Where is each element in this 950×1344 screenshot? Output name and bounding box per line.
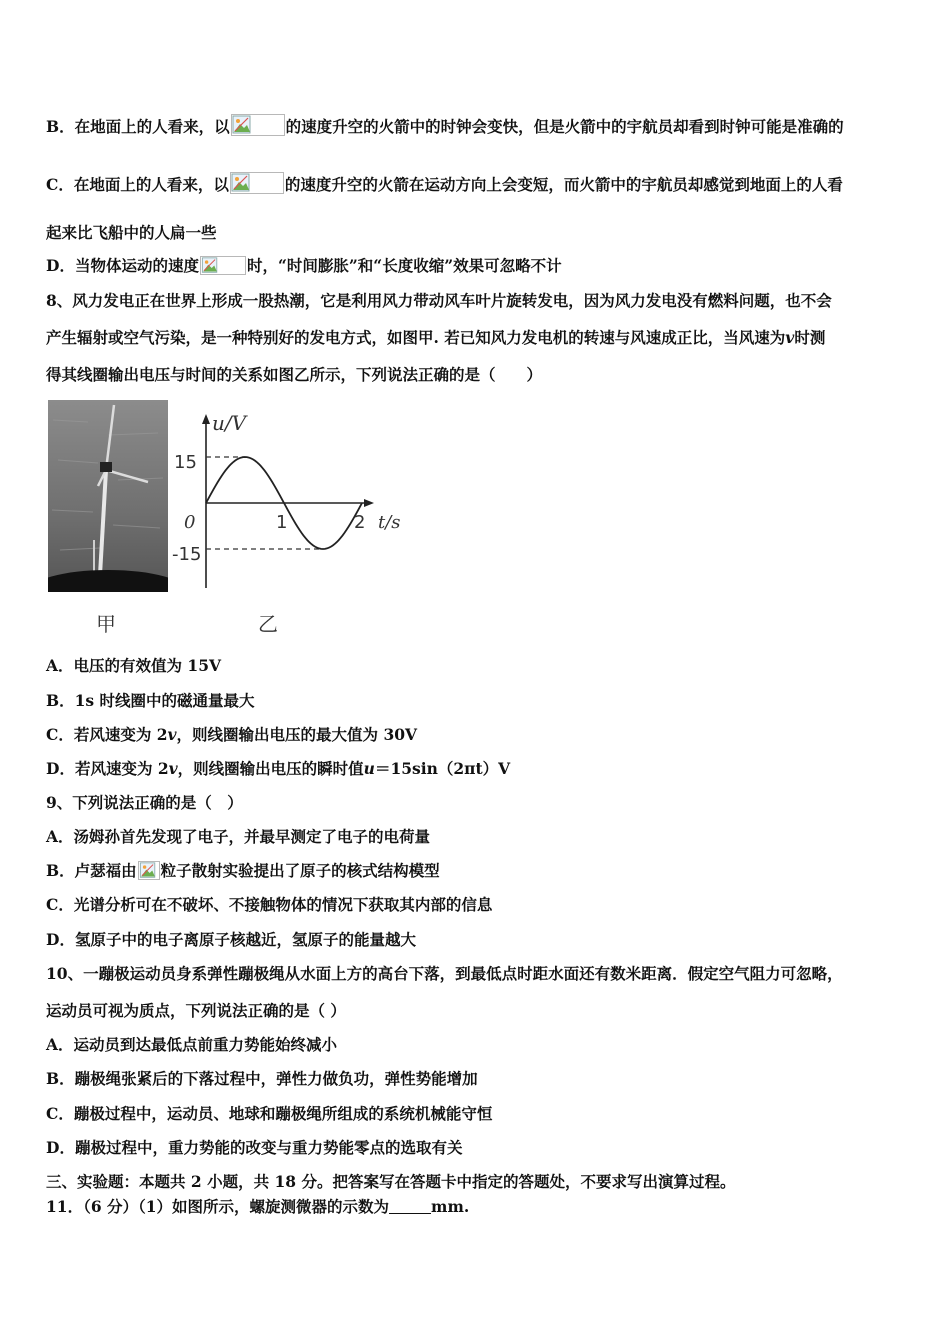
answer-blank[interactable] xyxy=(389,1197,431,1214)
q10-option-c xyxy=(46,1103,492,1125)
y-tick-bottom: -15 xyxy=(172,544,202,565)
q10-text-1: 10、一蹦极运动员身系弹性蹦极绳从水面上方的高台下落，到最低点时距水面还有数米距离．假定空气阻力可忽略， xyxy=(46,964,843,983)
q11-text-pre: 11．（6 分）（1）如图所示，螺旋测微器的示数为 xyxy=(46,1197,390,1216)
section-3-heading xyxy=(46,1171,735,1193)
q9b-text-pre: B．卢瑟福由 xyxy=(46,861,137,880)
q8-option-c xyxy=(46,724,417,746)
q8-text-3: 得其线圈输出电压与时间的关系如图乙所示，下列说法正确的是（ ） xyxy=(46,365,543,384)
q8d-text-post: ＝15sin（2πt）V xyxy=(374,759,511,778)
broken-image-icon xyxy=(138,861,160,880)
q7c-text-cont: 起来比飞船中的人扁一些 xyxy=(46,223,217,242)
q8c-text-post: ，则线圈输出电压的最大值为 30V xyxy=(176,725,418,744)
q7c-text-pre: C．在地面上的人看来，以 xyxy=(46,175,229,194)
x-tick-1: 1 xyxy=(276,512,288,533)
q7c-text-post: 的速度升空的火箭在运动方向上会变短，而火箭中的宇航员却感觉到地面上的人看 xyxy=(284,175,843,194)
q10a-text: A．运动员到达最低点前重力势能始终减小 xyxy=(46,1035,338,1054)
q9-option-d xyxy=(46,929,416,951)
q10-option-a xyxy=(46,1034,337,1056)
q8-text-2-pre: 产生辐射或空气污染，是一种特别好的发电方式，如图甲. 若已知风力发电机的转速与风速成正比，当风速为 xyxy=(46,328,786,347)
q9-stem xyxy=(46,792,243,814)
q7-option-c-cont xyxy=(46,222,217,244)
q10-option-b xyxy=(46,1068,478,1090)
x-tick-2: 2 xyxy=(354,512,366,533)
q8-option-b xyxy=(46,690,255,712)
section-3-text: 三、实验题：本题共 2 小题，共 18 分。把答案写在答题卡中指定的答题处，不要求写出演算过程。 xyxy=(46,1172,736,1191)
y-axis-arrow xyxy=(202,414,210,424)
q10-text-2: 运动员可视为质点，下列说法正确的是（ ） xyxy=(46,1001,346,1020)
q8c-var-v: v xyxy=(167,725,177,744)
q8d-var-v: v xyxy=(168,759,178,778)
q10-stem-line2 xyxy=(46,1000,346,1022)
q8-option-d xyxy=(46,758,510,780)
q11-text-post: mm. xyxy=(431,1197,470,1216)
q7-option-d xyxy=(46,255,562,277)
q9b-text-post: 粒子散射实验提出了原子的核式结构模型 xyxy=(160,861,440,880)
q8-option-a xyxy=(46,655,221,677)
q8-var-v: v xyxy=(785,328,795,347)
q7-option-b xyxy=(46,114,844,138)
q8b-text: B．1s 时线圈中的磁通量最大 xyxy=(46,691,255,710)
q8-stem-line3 xyxy=(46,364,542,386)
q8-stem-line1 xyxy=(46,290,832,312)
q7d-text-post: 时，“时间膨胀”和“长度收缩”效果可忽略不计 xyxy=(246,256,562,275)
x-axis-label: t/s xyxy=(378,512,401,533)
q8a-text: A．电压的有效值为 15V xyxy=(46,656,222,675)
q8d-text-mid: ，则线圈输出电压的瞬时值 xyxy=(177,759,364,778)
q7d-text-pre: D．当物体运动的速度 xyxy=(46,256,199,275)
q9c-text: C．光谱分析可在不破坏、不接触物体的情况下获取其内部的信息 xyxy=(46,895,493,914)
q10d-text: D．蹦极过程中，重力势能的改变与重力势能零点的选取有关 xyxy=(46,1138,463,1157)
q9-option-b xyxy=(46,860,440,882)
q10-stem-line1 xyxy=(46,963,843,985)
y-axis-label: u/V xyxy=(212,411,247,435)
caption-jia: 甲 xyxy=(96,612,116,636)
y-tick-top: 15 xyxy=(174,452,197,473)
q8-stem-line2 xyxy=(46,327,825,349)
broken-image-icon xyxy=(230,172,284,194)
q8d-var-u: u xyxy=(363,759,375,778)
voltage-time-graph xyxy=(172,410,416,600)
broken-image-icon xyxy=(200,256,246,275)
q9d-text: D．氢原子中的电子离原子核越近，氢原子的能量越大 xyxy=(46,930,416,949)
x-axis-arrow xyxy=(364,499,374,507)
q9-option-c xyxy=(46,894,492,916)
q8d-text-pre: D．若风速变为 2 xyxy=(46,759,169,778)
q9-option-a xyxy=(46,826,430,848)
q10-option-d xyxy=(46,1137,462,1159)
q7b-text-pre: B．在地面上的人看来，以 xyxy=(46,117,230,136)
wind-turbine-photo xyxy=(48,400,168,592)
q10b-text: B．蹦极绳张紧后的下落过程中，弹性力做负功，弹性势能增加 xyxy=(46,1069,478,1088)
q11-stem xyxy=(46,1196,469,1218)
q9a-text: A．汤姆孙首先发现了电子，并最早测定了电子的电荷量 xyxy=(46,827,431,846)
q7b-text-post: 的速度升空的火箭中的时钟会变快，但是火箭中的宇航员却看到时钟可能是准确的 xyxy=(285,117,844,136)
origin-label: 0 xyxy=(184,512,196,533)
q8-text-1: 8、风力发电正在世界上形成一股热潮，它是利用风力带动风车叶片旋转发电，因为风力发电没有燃料问题，也不会 xyxy=(46,291,832,310)
broken-image-icon xyxy=(231,114,285,136)
caption-yi: 乙 xyxy=(258,612,278,636)
q8-text-2-post: 时测 xyxy=(794,328,826,347)
q8c-text-pre: C．若风速变为 2 xyxy=(46,725,168,744)
q7-option-c xyxy=(46,172,843,196)
q9-text: 9、下列说法正确的是（ ） xyxy=(46,793,243,812)
q8-figure xyxy=(46,400,416,640)
q10c-text: C．蹦极过程中，运动员、地球和蹦极绳所组成的系统机械能守恒 xyxy=(46,1104,493,1123)
